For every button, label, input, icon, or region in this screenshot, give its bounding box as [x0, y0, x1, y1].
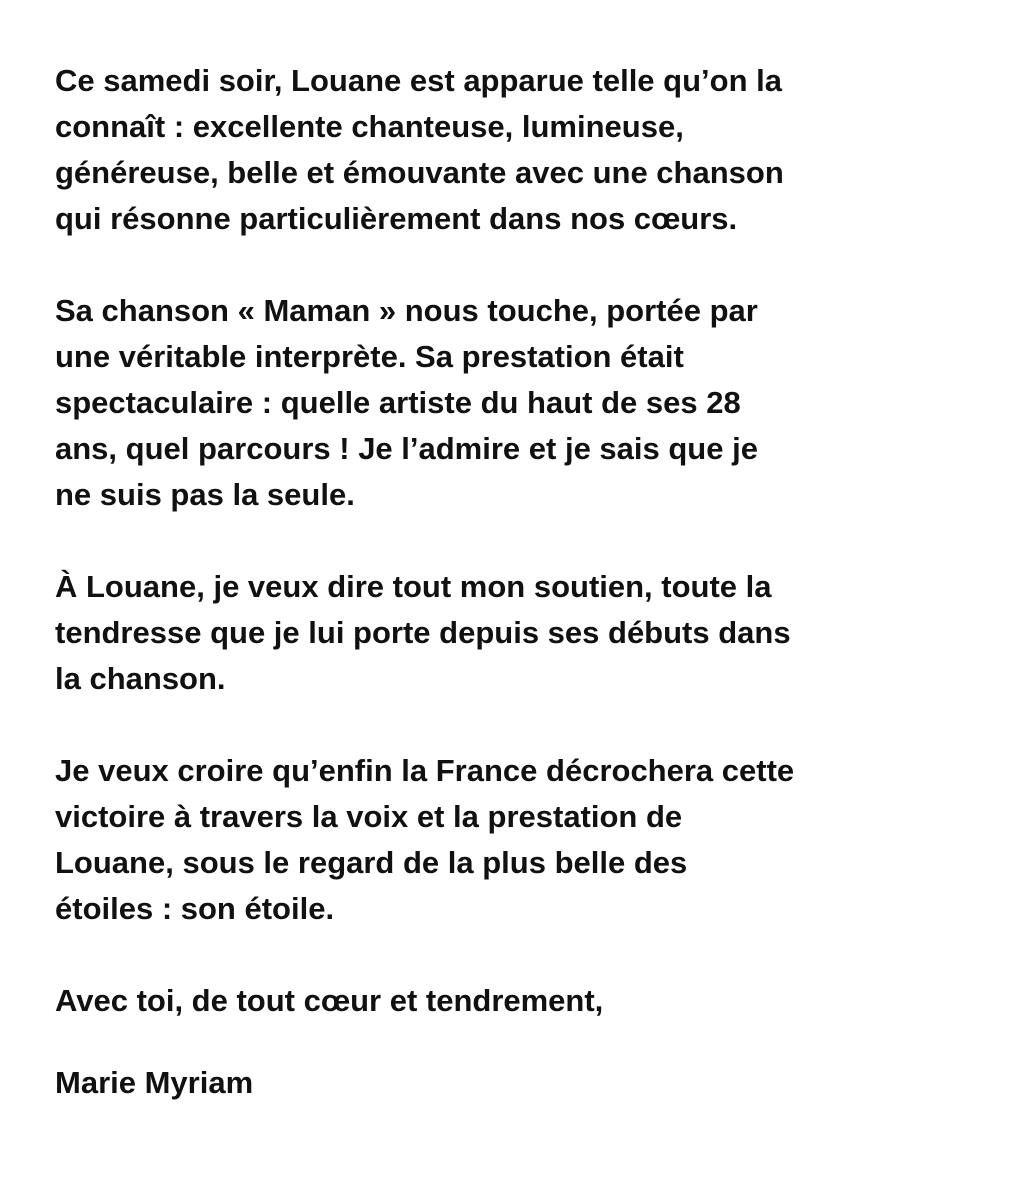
paragraph-line: généreuse, belle et émouvante avec une chanson: [55, 155, 784, 190]
paragraph-4: [55, 748, 995, 932]
paragraph-1: [55, 58, 995, 242]
paragraph-line: victoire à travers la voix et la prestation de: [55, 799, 683, 834]
paragraph-line: la chanson.: [55, 661, 226, 696]
paragraph-2: [55, 288, 995, 518]
paragraph-line: connaît : excellente chanteuse, lumineuse,: [55, 109, 684, 144]
paragraph-line: qui résonne particulièrement dans nos cœurs.: [55, 201, 738, 236]
paragraph-line: ne suis pas la seule.: [55, 477, 355, 512]
paragraph-line: une véritable interprète. Sa prestation était: [55, 339, 684, 374]
paragraph-line: À Louane, je veux dire tout mon soutien, toute la: [55, 569, 772, 604]
paragraph-line: Ce samedi soir, Louane est apparue telle qu’on la: [55, 63, 782, 98]
paragraph-line: Je veux croire qu’enfin la France décrochera cette: [55, 753, 795, 788]
closing-text: Avec toi, de tout cœur et tendrement,: [55, 983, 604, 1018]
paragraph-3: [55, 564, 995, 702]
paragraph-line: étoiles : son étoile.: [55, 891, 335, 926]
signature-name: Marie Myriam: [55, 1065, 254, 1100]
paragraph-line: tendresse que je lui porte depuis ses débuts dans: [55, 615, 791, 650]
signature: [55, 1060, 995, 1106]
paragraph-line: Sa chanson « Maman » nous touche, portée par: [55, 293, 758, 328]
paragraph-line: Louane, sous le regard de la plus belle des: [55, 845, 688, 880]
closing-line: [55, 978, 995, 1024]
letter-body: [55, 58, 995, 1106]
paragraph-line: ans, quel parcours ! Je l’admire et je sais que je: [55, 431, 758, 466]
paragraph-line: spectaculaire : quelle artiste du haut de ses 28: [55, 385, 741, 420]
